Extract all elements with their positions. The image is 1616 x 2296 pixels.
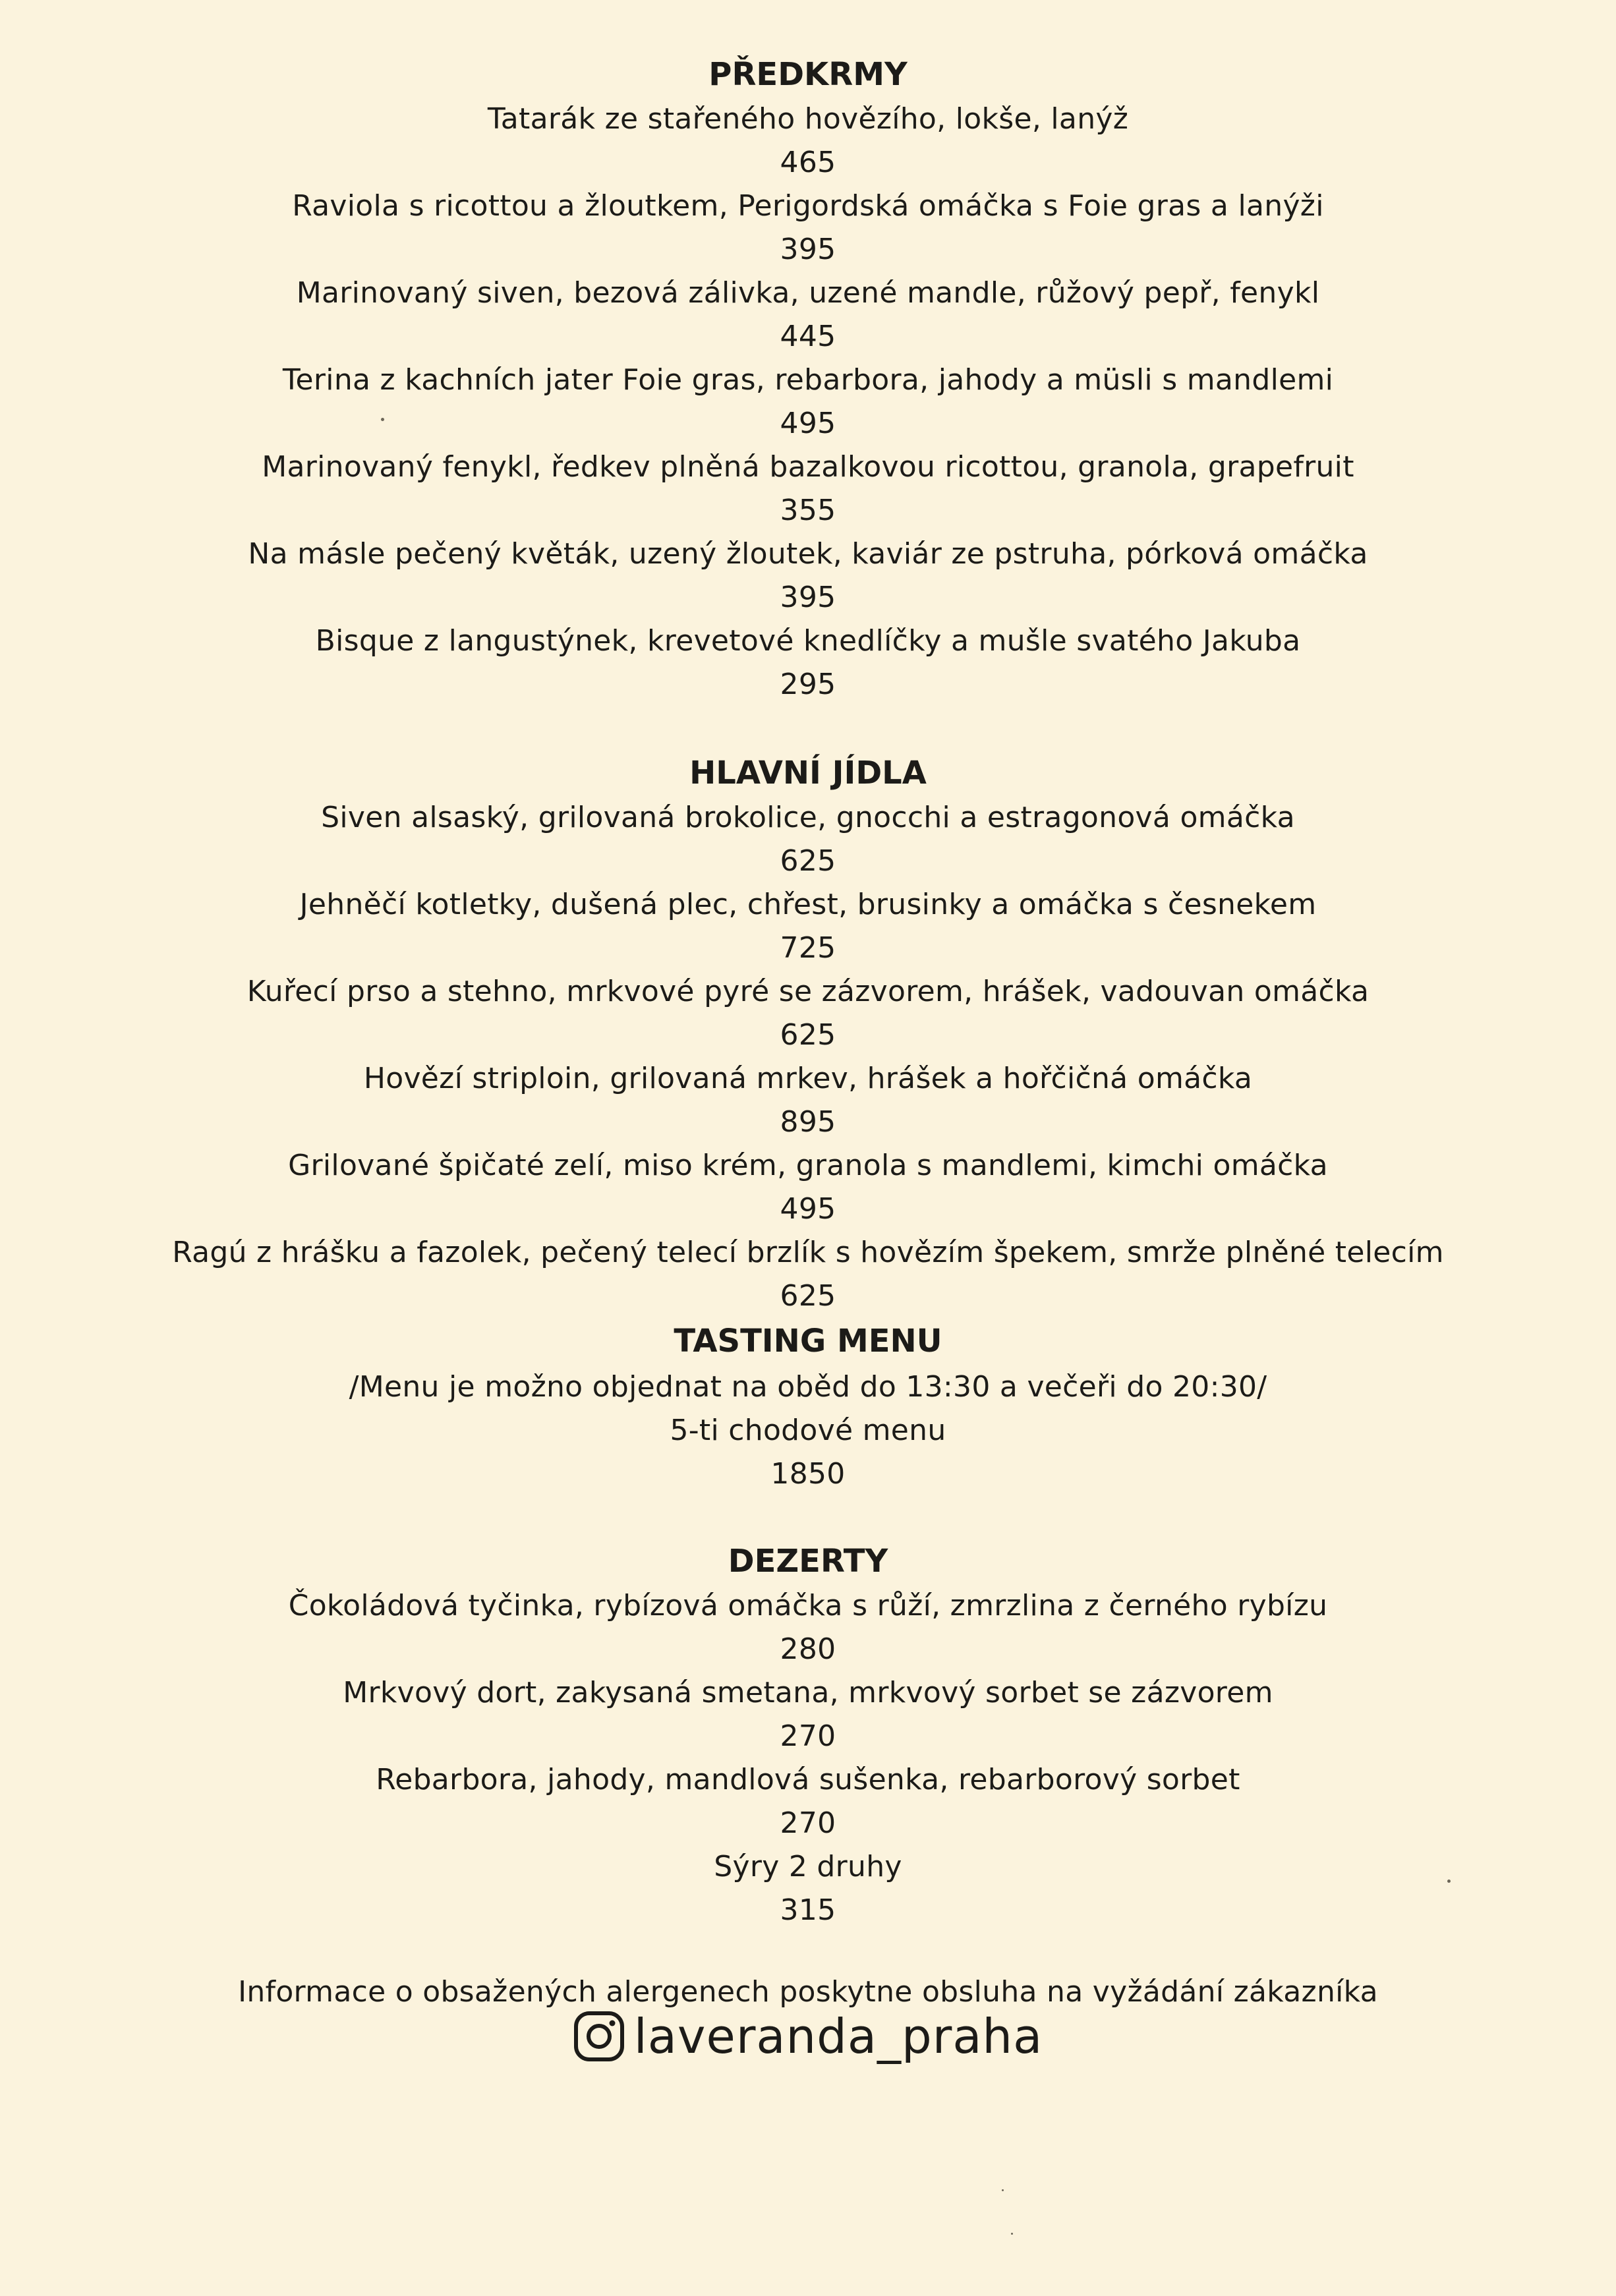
menu-item-price: 445 <box>780 320 836 353</box>
menu-item-price: 495 <box>780 1192 836 1226</box>
menu-item-price: 465 <box>780 146 836 179</box>
menu-item-price: 395 <box>780 233 836 266</box>
section-title-hlavni-jidla: HLAVNÍ JÍDLA <box>689 755 927 791</box>
menu-item-name: Sýry 2 druhy <box>714 1850 902 1883</box>
menu-item-name: Tatarák ze stařeného hovězího, lokše, lanýž <box>487 102 1129 136</box>
menu-item-name: Rebarbora, jahody, mandlová sušenka, rebarborový sorbet <box>376 1763 1240 1796</box>
menu-item-name: Mrkvový dort, zakysaná smetana, mrkvový sorbet se zázvorem <box>343 1676 1273 1709</box>
tasting-menu-name: 5-ti chodové menu <box>670 1414 946 1447</box>
scan-speck <box>1447 1880 1451 1883</box>
menu-item-name: Na másle pečený květák, uzený žloutek, kaviár ze pstruha, pórková omáčka <box>248 537 1368 571</box>
menu-item-name: Terina z kachních jater Foie gras, rebarbora, jahody a müsli s mandlemi <box>282 363 1334 397</box>
menu-item-name: Ragú z hrášku a fazolek, pečený telecí brzlík s hovězím špekem, smrže plněné telecím <box>172 1236 1444 1269</box>
menu-item-price: 625 <box>780 844 836 878</box>
menu-item-name: Marinovaný fenykl, ředkev plněná bazalkovou ricottou, granola, grapefruit <box>262 450 1354 484</box>
menu-item-price: 270 <box>780 1719 836 1753</box>
menu-item-price: 280 <box>780 1632 836 1666</box>
scan-speck <box>381 418 384 421</box>
menu-item-price: 395 <box>780 581 836 614</box>
menu-item-price: 355 <box>780 494 836 527</box>
menu-item-price: 270 <box>780 1806 836 1840</box>
menu-item-price: 315 <box>780 1893 836 1927</box>
menu-item-price: 625 <box>780 1018 836 1052</box>
menu-item-name: Kuřecí prso a stehno, mrkvové pyré se zázvorem, hrášek, vadouvan omáčka <box>246 975 1370 1008</box>
menu-item-name: Hovězí striploin, grilovaná mrkev, hrášek a hořčičná omáčka <box>363 1062 1253 1095</box>
menu-item-name: Grilované špičaté zelí, miso krém, granola s mandlemi, kimchi omáčka <box>288 1149 1328 1182</box>
menu-item-price: 625 <box>780 1279 836 1313</box>
menu-item-price: 895 <box>780 1105 836 1139</box>
instagram-handle: laveranda_praha <box>633 2009 1043 2064</box>
menu-item-price: 495 <box>780 407 836 440</box>
menu-item-name: Raviola s ricottou a žloutkem, Perigordská omáčka s Foie gras a lanýži <box>292 189 1324 223</box>
tasting-menu-price: 1850 <box>770 1457 846 1491</box>
section-title-tasting-menu: TASTING MENU <box>674 1323 942 1360</box>
scan-speck <box>1011 2233 1013 2235</box>
menu-item-name: Marinovaný siven, bezová zálivka, uzené mandle, růžový pepř, fenykl <box>296 276 1320 310</box>
menu-item-name: Bisque z langustýnek, krevetové knedlíčky a mušle svatého Jakuba <box>315 624 1301 658</box>
instagram-icon <box>573 2011 625 2062</box>
menu-item-name: Siven alsaský, grilovaná brokolice, gnocchi a estragonová omáčka <box>321 801 1295 834</box>
allergen-note: Informace o obsažených alergenech poskytne obsluha na vyžádání zákazníka <box>238 1975 1378 2009</box>
section-title-predkrmy: PŘEDKRMY <box>708 56 908 93</box>
menu-item-price: 295 <box>780 668 836 701</box>
instagram-link[interactable] <box>0 2003 1616 2069</box>
tasting-menu-note: /Menu je možno objednat na oběd do 13:30 a večeři do 20:30/ <box>349 1370 1267 1404</box>
scan-speck <box>1002 2189 1004 2191</box>
menu-item-name: Jehněčí kotletky, dušená plec, chřest, brusinky a omáčka s česnekem <box>299 888 1317 921</box>
menu-item-name: Čokoládová tyčinka, rybízová omáčka s růží, zmrzlina z černého rybízu <box>288 1589 1328 1622</box>
menu-item-price: 725 <box>780 931 836 965</box>
section-title-dezerty: DEZERTY <box>728 1543 888 1580</box>
